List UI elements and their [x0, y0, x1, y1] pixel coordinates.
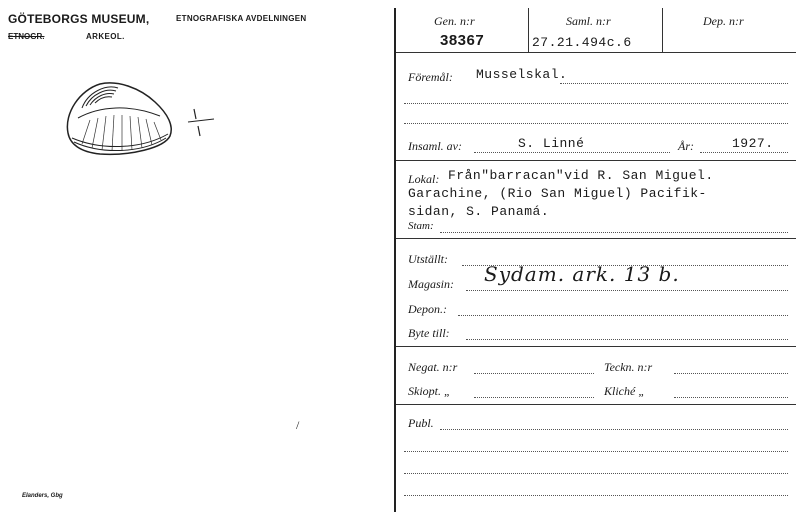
printer-credit: Elanders, Gbg [22, 493, 63, 499]
foremal-dots-3 [404, 123, 788, 124]
teckn-label: Teckn. n:r [604, 360, 653, 374]
negat-dots [474, 373, 594, 374]
lokal-label: Lokal: [408, 172, 440, 186]
publ-dots-2 [404, 451, 788, 452]
skiopt-dots [474, 397, 594, 398]
kliche-label: Kliché „ [604, 384, 645, 398]
foremal-dots [560, 83, 788, 84]
saml-nr-label: Saml. n:r [566, 14, 611, 28]
gen-nr-label: Gen. n:r [434, 14, 475, 28]
magasin-dots [466, 290, 788, 291]
insaml-label: Insaml. av: [408, 139, 462, 153]
teckn-dots [674, 373, 788, 374]
storage-bottom-line [396, 346, 796, 347]
byte-label: Byte till: [408, 326, 450, 340]
card-left-border [394, 8, 396, 512]
arkeol-department: ARKEOL. [86, 32, 125, 41]
depon-label: Depon.: [408, 302, 447, 316]
byte-dots [466, 339, 788, 340]
top-divider-1 [528, 8, 529, 52]
department-name: ETNOGRAFISKA AVDELNINGEN [176, 14, 307, 23]
top-row-bottom-line [396, 52, 796, 53]
scale-label [186, 105, 216, 144]
lokal-line-3: sidan, S. Panamá. [408, 204, 550, 219]
publ-dots-4 [404, 495, 788, 496]
foremal-label: Föremål: [408, 70, 453, 84]
dep-nr-label: Dep. n:r [703, 14, 744, 28]
foremal-value: Musselskal. [476, 67, 568, 82]
lokal-line-1: Från"barracan"vid R. San Miguel. [448, 168, 714, 183]
stam-dots [440, 232, 788, 233]
negat-label: Negat. n:r [408, 360, 458, 374]
depon-dots [458, 315, 788, 316]
struck-department: ETNOGR. [8, 32, 45, 41]
shell-drawing-icon [60, 78, 180, 173]
gen-nr-value: 38367 [440, 32, 485, 49]
museum-name: GÖTEBORGS MUSEUM, [8, 12, 150, 26]
publ-label: Publ. [408, 416, 434, 430]
stam-label: Stam: [408, 220, 434, 232]
top-divider-2 [662, 8, 663, 52]
skiopt-label: Skiopt. „ [408, 384, 451, 398]
magasin-label: Magasin: [408, 277, 454, 291]
insaml-bottom-line [396, 160, 796, 161]
utstallt-label: Utställt: [408, 252, 449, 266]
ar-value: 1927. [732, 136, 774, 151]
lokal-line-2: Garachine, (Rio San Miguel) Pacifik- [408, 186, 707, 201]
pencil-mark: / [296, 418, 300, 432]
foremal-dots-2 [404, 103, 788, 104]
kliche-dots [674, 397, 788, 398]
ar-dots [700, 152, 788, 153]
photo-bottom-line [396, 404, 796, 405]
saml-nr-value: 27.21.494c.6 [532, 35, 632, 50]
ar-label: År: [678, 139, 694, 153]
publ-dots-3 [404, 473, 788, 474]
insaml-dots [474, 152, 670, 153]
insaml-value: S. Linné [518, 136, 585, 151]
magasin-value: Sydam. ark. 13 b. [484, 262, 680, 286]
lokal-bottom-line [396, 238, 796, 239]
publ-dots [440, 429, 788, 430]
